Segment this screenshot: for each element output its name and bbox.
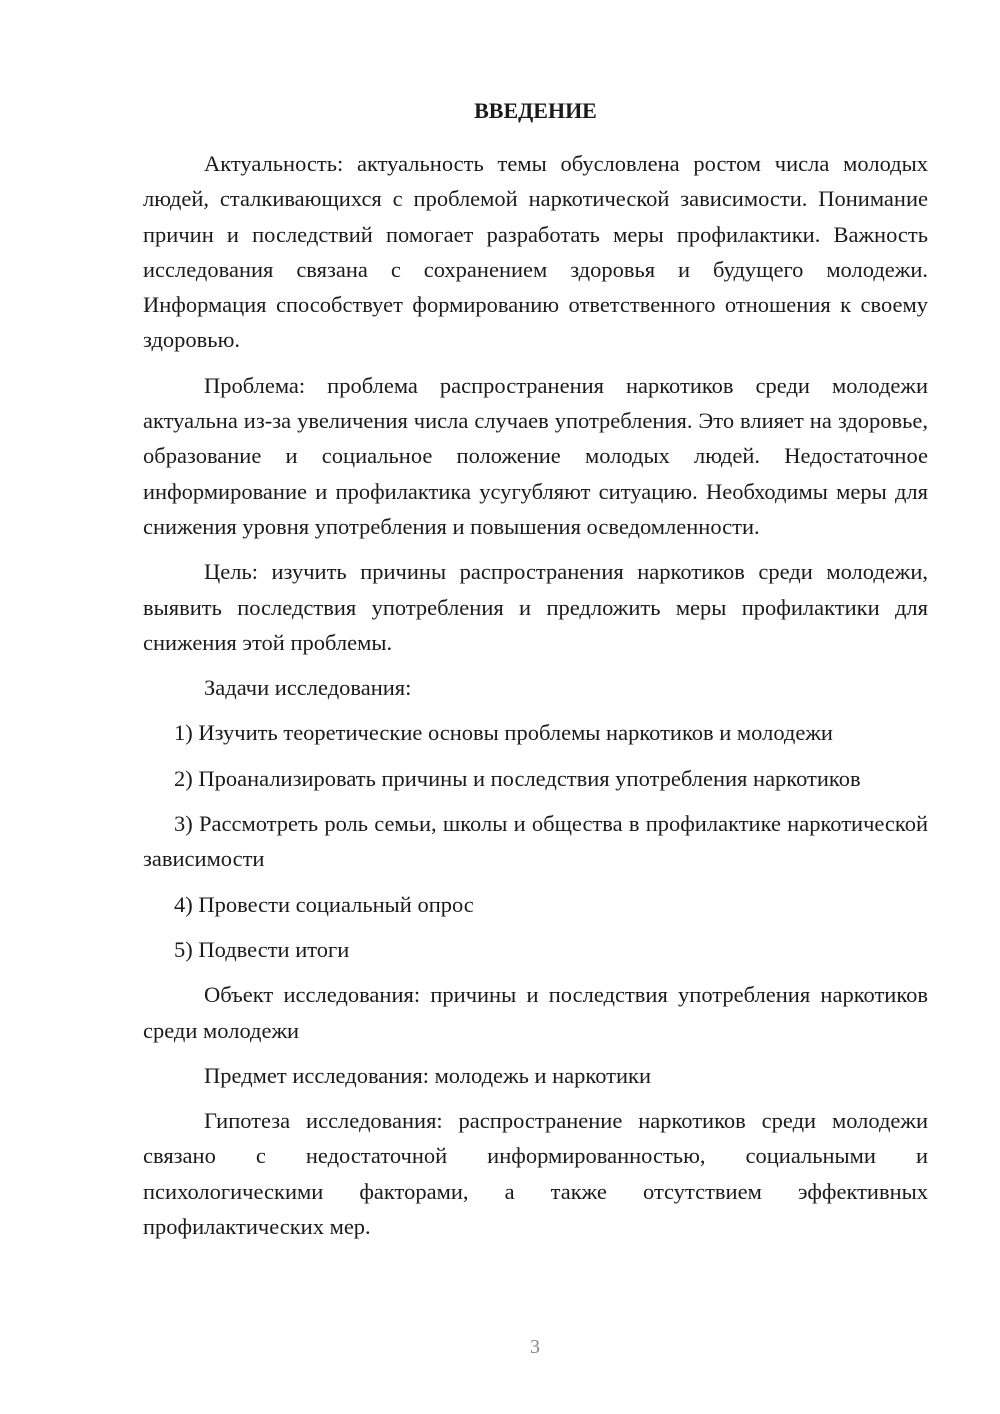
tasks-heading: Задачи исследования: bbox=[204, 675, 412, 701]
task-item-4: 4) Провести социальный опрос bbox=[174, 891, 474, 917]
task-item-1: 1) Изучить теоретические основы проблемы наркотиков и молодежи bbox=[174, 720, 833, 746]
relevance-paragraph: Актуальность: актуальность темы обусловлена ростом числа молодых людей, сталкивающихся с проблемой наркотической зависимости. Понимание причин и последствий помогает разработать меры профилактики. Важность исследования связана с сохранением здоровья и будущего молодежи. Информация способствует формированию ответственного отношения к своему здоровью. bbox=[143, 151, 928, 353]
problem-paragraph: Проблема: проблема распространения наркотиков среди молодежи актуальна из-за увеличения числа случаев употребления. Это влияет на здоровье, образование и социальное положение молодых людей. Недостаточное информирование и профилактика усугубляют ситуацию. Необходимы меры для снижения уровня употребления и повышения осведомленности. bbox=[143, 372, 928, 539]
object-paragraph: Объект исследования: причины и последствия употребления наркотиков среди молодежи bbox=[143, 982, 928, 1043]
task-item-3: 3) Рассмотреть роль семьи, школы и общества в профилактике наркотической зависимости bbox=[143, 811, 928, 872]
task-item-2: 2) Проанализировать причины и последствия употребления наркотиков bbox=[174, 765, 861, 791]
hypothesis-paragraph: Гипотеза исследования: распространение наркотиков среди молодежи связано с недостаточной информированностью, социальными и психологическими факторами, а также отсутствием эффективных профилактических мер. bbox=[143, 1108, 928, 1240]
page-title: ВВЕДЕНИЕ bbox=[474, 98, 597, 123]
page-number: 3 bbox=[530, 1336, 540, 1358]
document-page bbox=[143, 96, 928, 1254]
subject-paragraph: Предмет исследования: молодежь и наркотики bbox=[204, 1062, 651, 1088]
task-item-5: 5) Подвести итоги bbox=[174, 936, 350, 962]
goal-paragraph: Цель: изучить причины распространения наркотиков среди молодежи, выявить последствия употребления и предложить меры профилактики для снижения этой проблемы. bbox=[143, 559, 928, 655]
